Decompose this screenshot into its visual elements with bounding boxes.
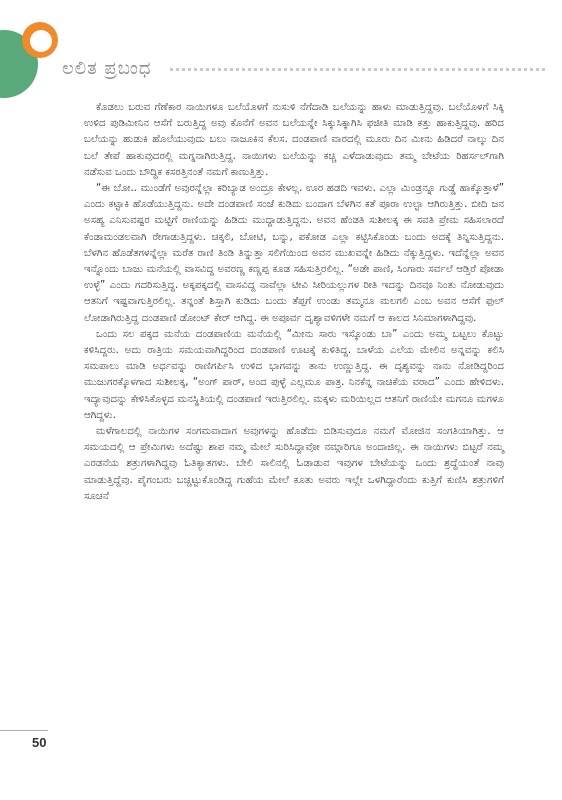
footer-rule — [0, 730, 48, 731]
paragraph: “ಈ ಬೋ.. ಮುಂಡೆಗೆ ಅವುರನ್ನೆಲ್ಲಾ ಕರಿಬ್ಯಾಡ ಅಂದ್ರೂ ಕೇಳಲ್ಲ. ಊರ ಹಡದಿ ಇವಳು. ಎಲ್ಲಾ ಮಿಂಡ್ರನ್ನೂ ಗುಡ್ಡೆ ಹಾಕ್ಕೊತ್ತಾಳೆ” ಎಂದು ಕಟ್ಟಾಕಿ ಹೊಡೆಯುತ್ತಿದ್ದನು. ಅದೇ ದಂಡಪಾಣಿ ಸಂಜೆ ಕುಡಿದು ಬಂದಾಗ ಬೆಳಗಿನ ಕತೆ ಪೂರಾ ಉಲ್ಟಾ ಆಗಿರುತ್ತಿತ್ತು. ಬೀದಿ ಜನ ಅಸಹ್ಯ ಎನಿಸುವಷ್ಟರ ಮಟ್ಟಿಗೆ ರಾಣಿಯನ್ನು ಹಿಡಿದು ಮುದ್ದಾಡುತ್ತಿದ್ದನು. ಅವನ ಹೆಂಡತಿ ಸುಶೀಲಕ್ಕ ಈ ಸವತಿ ಪ್ರೇಮ ಸಹಿಸಲಾರದೆ ಕೆಂಡಾಮಂಡಲವಾಗಿ ರೇಗಾಡುತ್ತಿದ್ದಳು. ಚಕ್ಕಲಿ, ಬೋಟಿ, ಬನ್ನು, ಪಕೋಡ ಎಲ್ಲಾ ಕಟ್ಟಿಸಿಕೊಂಡು ಬಂದು ಅದಕ್ಕೆ ತಿನ್ನಿಸುತ್ತಿದ್ದನು. ಬೆಳಗಿನ ಹೊಡೆತಗಳನ್ನೆಲ್ಲಾ ಮರೆತ ರಾಣಿ ತಿಂಡಿ ತಿನ್ನುತ್ತಾ ಸಲಿಗೆಯಿಂದ ಅವನ ಮುಖವನ್ನೇ ಹಿಡಿದು ನೆಕ್ಕುತ್ತಿದ್ದಳು. ಇದೆನ್ನೆಲ್ಲಾ ಅವನ ಇನ್ನೊಂದು ಬಾಜು ಮನೆಯಲ್ಲಿ ವಾಸವಿದ್ದ ಅವರಣ್ಣ ಕಣ್ಣಪ್ಪ ಕೂಡ ಸಹಿಸುತ್ತಿರಲಿಲ್ಲ. “ಅಡೇ ಪಾಣಿ, ಸಿಂಗಾರು ಸರ್ವಲೆ ಆಡ್ತಿರೆ ಪೋಡಾ ಉಳ್ಳೆ” ಎಂದು ಗದರಿಸುತ್ತಿದ್ದ. ಅಕ್ಕಪಕ್ಕದಲ್ಲಿ ವಾಸವಿದ್ದ ನಾವೆಲ್ಲಾ ಟೀವಿ ಸೀರಿಯಲ್ಲುಗಳ ರೀತಿ ಇದನ್ನು ದಿನವೂ ನಿಂತು ನೋಡುವುದು ಆತನಿಗೆ ಇಷ್ಟವಾಗುತ್ತಿರಲಿಲ್ಲ. ತನ್ನಂತೆ ಶಿಸ್ತಾಗಿ ಕುಡಿದು ಬಂದು ತೆಪ್ಪಗೆ ಉಂಡು ತಮ್ಮನೂ ಮಲಗಲಿ ಎಂಬ ಅವನ ಆಸೆಗೆ ಫುಲ್ ಲೋಡಾಗಿರುತ್ತಿದ್ದ ದಂಡಪಾಣಿ ಡೋಂಟ್ ಕೇರ್ ಆಗಿದ್ದ. ಈ ಅಪೂರ್ವ ದೃಶ್ಯಾವಳಿಗಳೇ ನಮಗೆ ಆ ಕಾಲದ ಸಿನಿಮಾಗಳಾಗಿದ್ದವು. — [84, 183, 504, 324]
paragraph: ಒಂದು ಸಲ ಪಕ್ಕದ ಮನೆಯ ದಂಡಪಾಣಿಯ ಮನೆಯಲ್ಲಿ “ಮೀನು ಸಾರು ಇಸ್ಕೊಂಡು ಬಾ” ಎಂದು ಅಮ್ಮ ಬಟ್ಟಲು ಕೊಟ್ಟು ಕಳಿಸಿದ್ದರು. ಅದು ರಾತ್ರಿಯ ಸಮಯವಾಗಿದ್ದರಿಂದ ದಂಡಪಾಣಿ ಊಟಕ್ಕೆ ಕುಳಿತಿದ್ದ. ಬಾಳೆಯ ಎಲೆಯ ಮೇಲಿನ ಅನ್ನವನ್ನು ಕಲಿಸಿ ಸಮಪಾಲು ಮಾಡಿ ಅರ್ಧವನ್ನು ರಾಣಿಗರ್ಪಿಸಿ ಉಳಿದ ಭಾಗವನ್ನು ತಾನು ಉಣ್ಣುತ್ತಿದ್ದ. ಈ ದೃಶ್ಯವನ್ನು ನಾನು ನೋಡಿದ್ದರಿಂದ ಮುಜುಗರಕ್ಕೊಳಗಾದ ಸುಶೀಲಕ್ಕ, “ಅಂಗ್ ಪಾರ್, ಅಂದ ಪುಳ್ಳೆ ಎಲ್ಲಮೂ ಪಾತ್ರ. ನಿನಕೆನ್ನ ನಾಚಿಕೆಯ ವರಾದ” ಎಂದು ಹೇಳಿದಳು. ಇದ್ಯಾವುದನ್ನು ಕೇಳಿಸಿಕೊಳ್ಳದ ಮನಸ್ಥಿತಿಯಲ್ಲಿ ದಂಡಪಾಣಿ ಇರುತ್ತಿರಲಿಲ್ಲ. ಮಕ್ಕಳು ಮರಿಯಿಲ್ಲದ ಆತನಿಗೆ ರಾಣಿಯೇ ಮಗನೂ ಮಗಳೂ ಆಗಿದ್ದಳು. — [84, 328, 504, 421]
paragraph: ಮಳೆಗಾಲದಲ್ಲಿ ನಾಯಿಗಳ ಸಂಗಮವಾದಾಗ ಅವುಗಳನ್ನು ಹೊಡೆದು ಬಿಡಿಸುವುದೂ ನಮಗೆ ಮೋಜಿನ ಸಂಗತಿಯಾಗಿತ್ತು. ಆ ಸಮಯದಲ್ಲಿ ಆ ಪ್ರೇಮಿಗಳು ಅದೆಷ್ಟು ಶಾಪ ನಮ್ಮ ಮೇಲೆ ಸುರಿಸಿದ್ದಾವೋ ನಮ್ಗಾರಿಗೂ ಅಂದಾಜಿಲ್ಲ. ಈ ನಾಯಿಗಳು ಬಿಟ್ಟರೆ ನಮ್ಮ ಎರಡನೆಯ ಶತ್ರುಗಳಾಗಿದ್ದವು ಓತಿಕ್ಯಾತಗಳು. ಬೇಲಿ ಸಾಲಿನಲ್ಲಿ ಓಡಾಡುವ ಇವುಗಳ ಬೇಟೆಯನ್ನು ಒಂದು ಶ್ರದ್ಧೆಯಂತೆ ನಾವು ಮಾಡುತ್ತಿದ್ದೆವು. ಪೈಗಂಬರು ಬಚ್ಚಿಟ್ಟುಕೊಂಡಿದ್ದ ಗುಹೆಯ ಮೇಲೆ ಕೂತು ಅವರು ಇಲ್ಲೇ ಒಳಗಿದ್ದಾರೆಂದು ಕುತ್ತಿಗೆ ಕುಣಿಸಿ ಶತ್ರುಗಳಿಗೆ ಸೂಚನೆ — [84, 426, 504, 502]
paragraph: ಕೊಡಲು ಬರುವ ಗೆಣೆಕಾರ ನಾಯಿಗಳೂ ಬಲೆಯೊಳಗೆ ನುಸುಳಿ ನೆಗೆದಾಡಿ ಬಲೆಯನ್ನು ಹಾಳು ಮಾಡುತ್ತಿದ್ದವು. ಬಲೆಯೊಳಗೆ ಸಿಕ್ಕಿ ಉಳಿದ ಪುಡಿಮೀನಿನ ಆಸೆಗೆ ಬರುತ್ತಿದ್ದ ಅವು ಕೊನೆಗೆ ಅವನ ಬಲೆಯನ್ನೇ ಸಿಕ್ಕುಸಿಕ್ಕಾಗಿಸಿ ಫಜೀತಿ ಮಾಡಿ ಕತ್ತು ಹಾಕುತ್ತಿದ್ದವು. ಹರಿದ ಬಲೆಯನ್ನು ಹುಡುಕಿ ಹೊಲೆಯುವುದು ಬಲು ನಾಜೂಕಿನ ಕೆಲಸ. ದಂಡಪಾಣಿ ವಾರದಲ್ಲಿ ಮೂರು ದಿನ ಮೀನು ಹಿಡಿದರೆ ನಾಲ್ಕು ದಿನ ಬಲೆ ತೇಪೆ ಹಾಕುವುದರಲ್ಲಿ ಮಗ್ನನಾಗಿರುತ್ತಿದ್ದ. ನಾಯಿಗಳು ಬಲೆಯನ್ನು ಕಚ್ಚಿ ಎಳೆದಾಡುವುದು ತಮ್ಮ ಬೇಟೆಯ ರಿಹರ್ಸಲ್‌ಗಾಗಿ ನಡೆಸುವ ಒಂದು ಬೌದ್ಧಿಕ ಕಸರತ್ತಿನಂತೆ ನಮಗೆ ಕಾಣುತ್ತಿತ್ತು. — [84, 102, 504, 178]
decorative-white-circle — [30, 30, 52, 52]
page-number: 50 — [32, 735, 47, 750]
article-body — [84, 100, 504, 505]
section-title: ಲಲಿತ ಪ್ರಬಂಧ — [62, 58, 152, 79]
header-dotted-rule — [170, 68, 545, 71]
